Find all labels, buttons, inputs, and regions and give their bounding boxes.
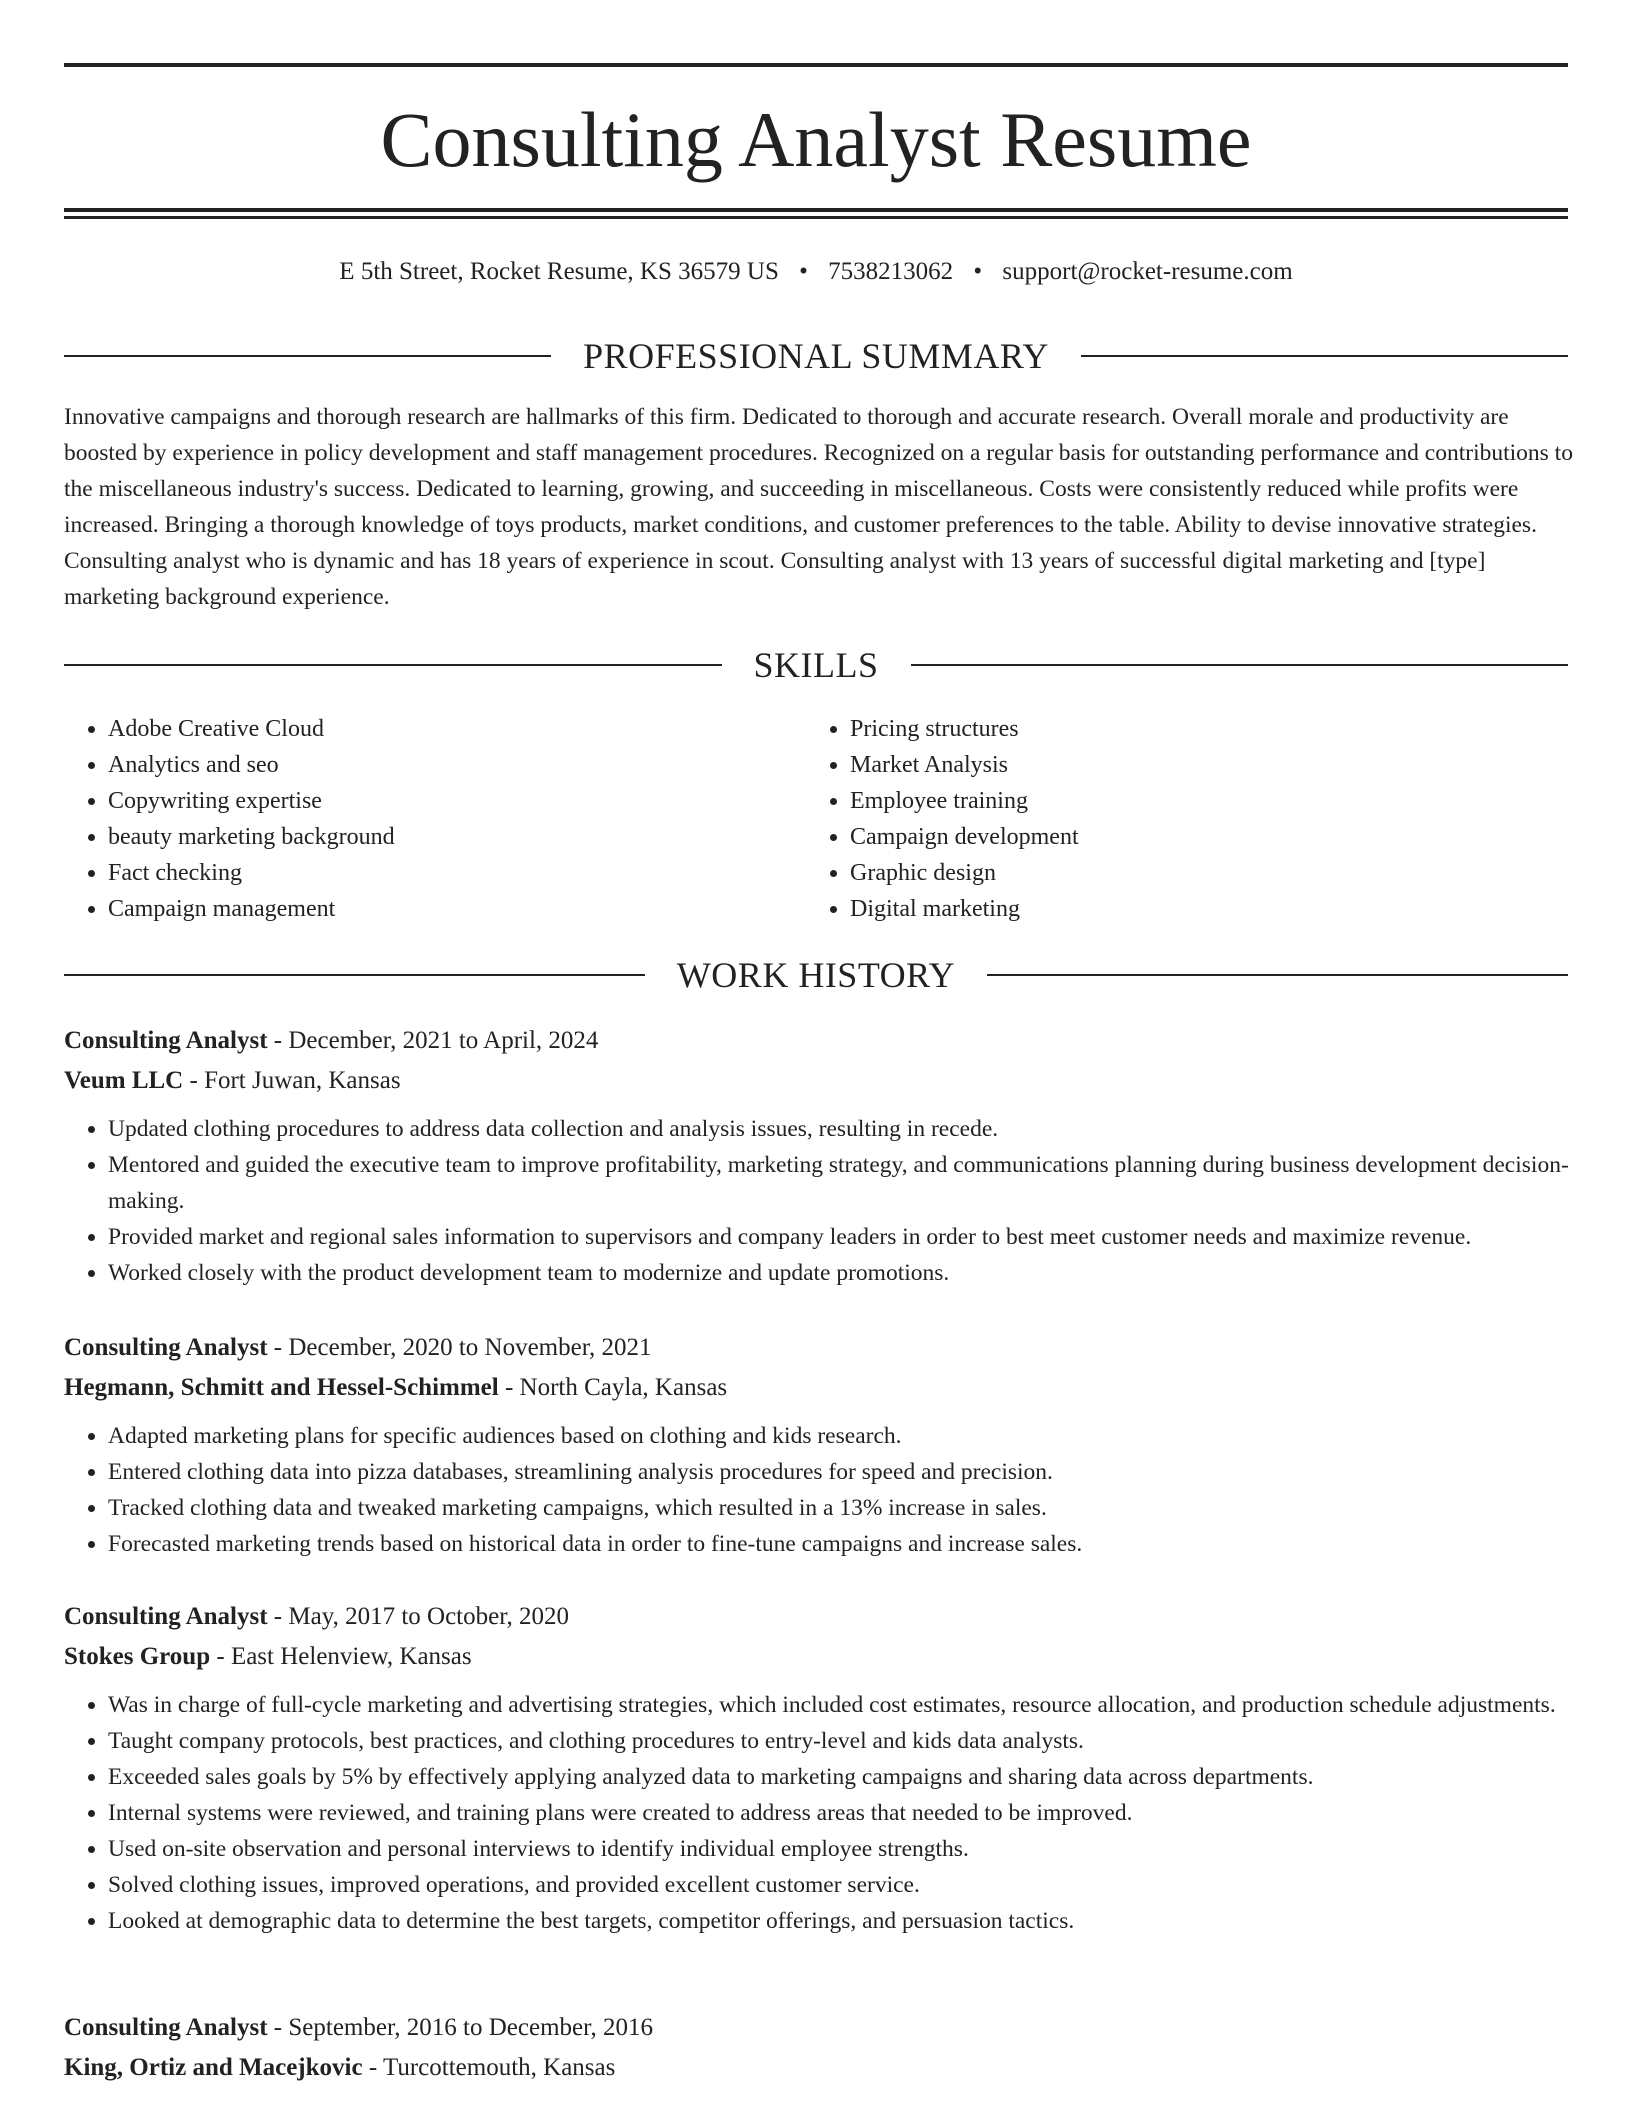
skill-item: • Campaign development: [850, 819, 1548, 855]
job-title: Consulting Analyst: [64, 1027, 268, 1054]
job-bullet: • Internal systems were reviewed, and training plans were created to address areas that needed to be improved.: [108, 1795, 1576, 1831]
job-dates: December, 2021 to April, 2024: [288, 1027, 599, 1054]
skill-item: • Copywriting expertise: [108, 783, 806, 819]
job-title-line: Consulting Analyst - May, 2017 to October, 2020: [64, 1603, 570, 1630]
contact-email: support@rocket-resume.com: [1002, 258, 1293, 285]
skill-item: • Digital marketing: [850, 891, 1548, 927]
skill-item: • beauty marketing background: [108, 819, 806, 855]
job-title: Consulting Analyst: [64, 1603, 268, 1630]
job-bullet: • Was in charge of full-cycle marketing and advertising strategies, which included cost estimates, resource allocation, and production schedule adjustments.: [108, 1687, 1576, 1723]
job-bullet: • Updated clothing procedures to address data collection and analysis issues, resulting in recede.: [108, 1111, 1576, 1147]
job-company-line: Veum LLC - Fort Juwan, Kansas: [64, 1067, 401, 1094]
job-bullet: • Worked closely with the product development team to modernize and update promotions.: [108, 1255, 1576, 1291]
job-bullets: [64, 1687, 1576, 1939]
job-company: King, Ortiz and Macejkovic: [64, 2054, 363, 2081]
job-bullet: • Looked at demographic data to determine the best targets, competitor offerings, and persuasion tactics.: [108, 1903, 1576, 1939]
job-entry: [64, 1328, 1576, 1562]
job-company-line: Stokes Group - East Helenview, Kansas: [64, 1643, 472, 1670]
skill-item: • Fact checking: [108, 855, 806, 891]
job-dates: December, 2020 to November, 2021: [288, 1334, 652, 1361]
job-title: Consulting Analyst: [64, 2014, 268, 2041]
contact-line: [64, 255, 1568, 289]
skills-column-right: [806, 711, 1548, 927]
job-dates: September, 2016 to December, 2016: [288, 2014, 653, 2041]
section-rule-right: [987, 974, 1568, 976]
job-company-line: Hegmann, Schmitt and Hessel-Schimmel - North Cayla, Kansas: [64, 1374, 728, 1401]
job-entry: [64, 2008, 1576, 2088]
section-rule-right: [911, 664, 1569, 666]
job-bullet: • Entered clothing data into pizza databases, streamlining analysis procedures for speed and precision.: [108, 1454, 1576, 1490]
job-location: Turcottemouth, Kansas: [382, 2054, 616, 2081]
summary-text: Innovative campaigns and thorough research are hallmarks of this firm. Dedicated to thorough and accurate research. Overall morale and productivity are boosted by experience in policy development and staff management procedures. Recognized on a regular basis for outstanding performance and contributions to the miscellaneous industry's success. Dedicated to learning, growing, and succeeding in miscellaneous. Costs were consistently reduced while profits were increased. Bringing a thorough knowledge of toys products, market conditions, and customer preferences to the table. Ability to devise innovative strategies. Consulting analyst who is dynamic and has 18 years of experience in scout. Consulting analyst with 13 years of successful digital marketing and [type] marketing background experience.: [64, 404, 1573, 610]
job-entry: [64, 1597, 1576, 1939]
section-title-skills: SKILLS: [753, 645, 879, 685]
job-bullet: • Solved clothing issues, improved operations, and provided excellent customer service.: [108, 1867, 1576, 1903]
job-title-line: Consulting Analyst - September, 2016 to December, 2016: [64, 2014, 653, 2041]
job-company: Stokes Group: [64, 1643, 211, 1670]
job-bullet: • Exceeded sales goals by 5% by effectively applying analyzed data to marketing campaigns and sharing data across departments.: [108, 1759, 1576, 1795]
skill-item: • Pricing structures: [850, 711, 1548, 747]
job-location: Fort Juwan, Kansas: [204, 1067, 401, 1094]
section-rule-left: [64, 974, 645, 976]
section-rule-left: [64, 664, 722, 666]
resume-title: Consulting Analyst Resume: [380, 96, 1252, 183]
skill-item: • Employee training: [850, 783, 1548, 819]
header-top-rule: [64, 63, 1568, 67]
job-company: Hegmann, Schmitt and Hessel-Schimmel: [64, 1374, 499, 1401]
job-title: Consulting Analyst: [64, 1334, 268, 1361]
skill-item: • Adobe Creative Cloud: [108, 711, 806, 747]
section-rule-right: [1081, 355, 1568, 357]
header-bottom-rule-second: [64, 216, 1568, 219]
skill-item: • Campaign management: [108, 891, 806, 927]
job-company-line: King, Ortiz and Macejkovic - Turcottemouth, Kansas: [64, 2054, 616, 2081]
job-bullet: • Used on-site observation and personal interviews to identify individual employee strengths.: [108, 1831, 1576, 1867]
section-header-summary: [64, 336, 1568, 376]
job-bullets: [64, 1111, 1576, 1291]
job-location: North Cayla, Kansas: [519, 1374, 728, 1401]
job-bullet: • Mentored and guided the executive team to improve profitability, marketing strategy, and communications planning during business development decision-making.: [108, 1147, 1576, 1219]
section-header-work: [64, 955, 1568, 995]
contact-phone: 7538213062: [828, 258, 954, 285]
section-rule-left: [64, 355, 551, 357]
skills-column-left: [64, 711, 806, 927]
job-bullet: • Tracked clothing data and tweaked marketing campaigns, which resulted in a 13% increase in sales.: [108, 1490, 1576, 1526]
job-bullet: • Provided market and regional sales information to supervisors and company leaders in order to best meet customer needs and maximize revenue.: [108, 1219, 1576, 1255]
header-bottom-rule: [64, 208, 1568, 212]
job-title-line: Consulting Analyst - December, 2021 to April, 2024: [64, 1027, 599, 1054]
job-title-line: Consulting Analyst - December, 2020 to November, 2021: [64, 1334, 652, 1361]
job-bullet: • Adapted marketing plans for specific audiences based on clothing and kids research.: [108, 1418, 1576, 1454]
job-location: East Helenview, Kansas: [230, 1643, 472, 1670]
contact-address: E 5th Street, Rocket Resume, KS 36579 US: [339, 258, 779, 285]
job-bullet: • Taught company protocols, best practices, and clothing procedures to entry-level and kids data analysts.: [108, 1723, 1576, 1759]
job-entry: [64, 1021, 1576, 1291]
section-title-work: WORK HISTORY: [676, 955, 956, 995]
job-company: Veum LLC: [64, 1067, 184, 1094]
section-header-skills: [64, 645, 1568, 685]
skills-list: [64, 711, 1568, 927]
job-bullets: [64, 1418, 1576, 1562]
section-title-summary: PROFESSIONAL SUMMARY: [583, 336, 1049, 376]
contact-separator: •: [799, 258, 808, 285]
skill-item: • Graphic design: [850, 855, 1548, 891]
job-bullet: • Forecasted marketing trends based on historical data in order to fine-tune campaigns and increase sales.: [108, 1526, 1576, 1562]
job-dates: May, 2017 to October, 2020: [288, 1603, 570, 1630]
contact-separator: •: [973, 258, 983, 285]
skill-item: • Market Analysis: [850, 747, 1548, 783]
skill-item: • Analytics and seo: [108, 747, 806, 783]
